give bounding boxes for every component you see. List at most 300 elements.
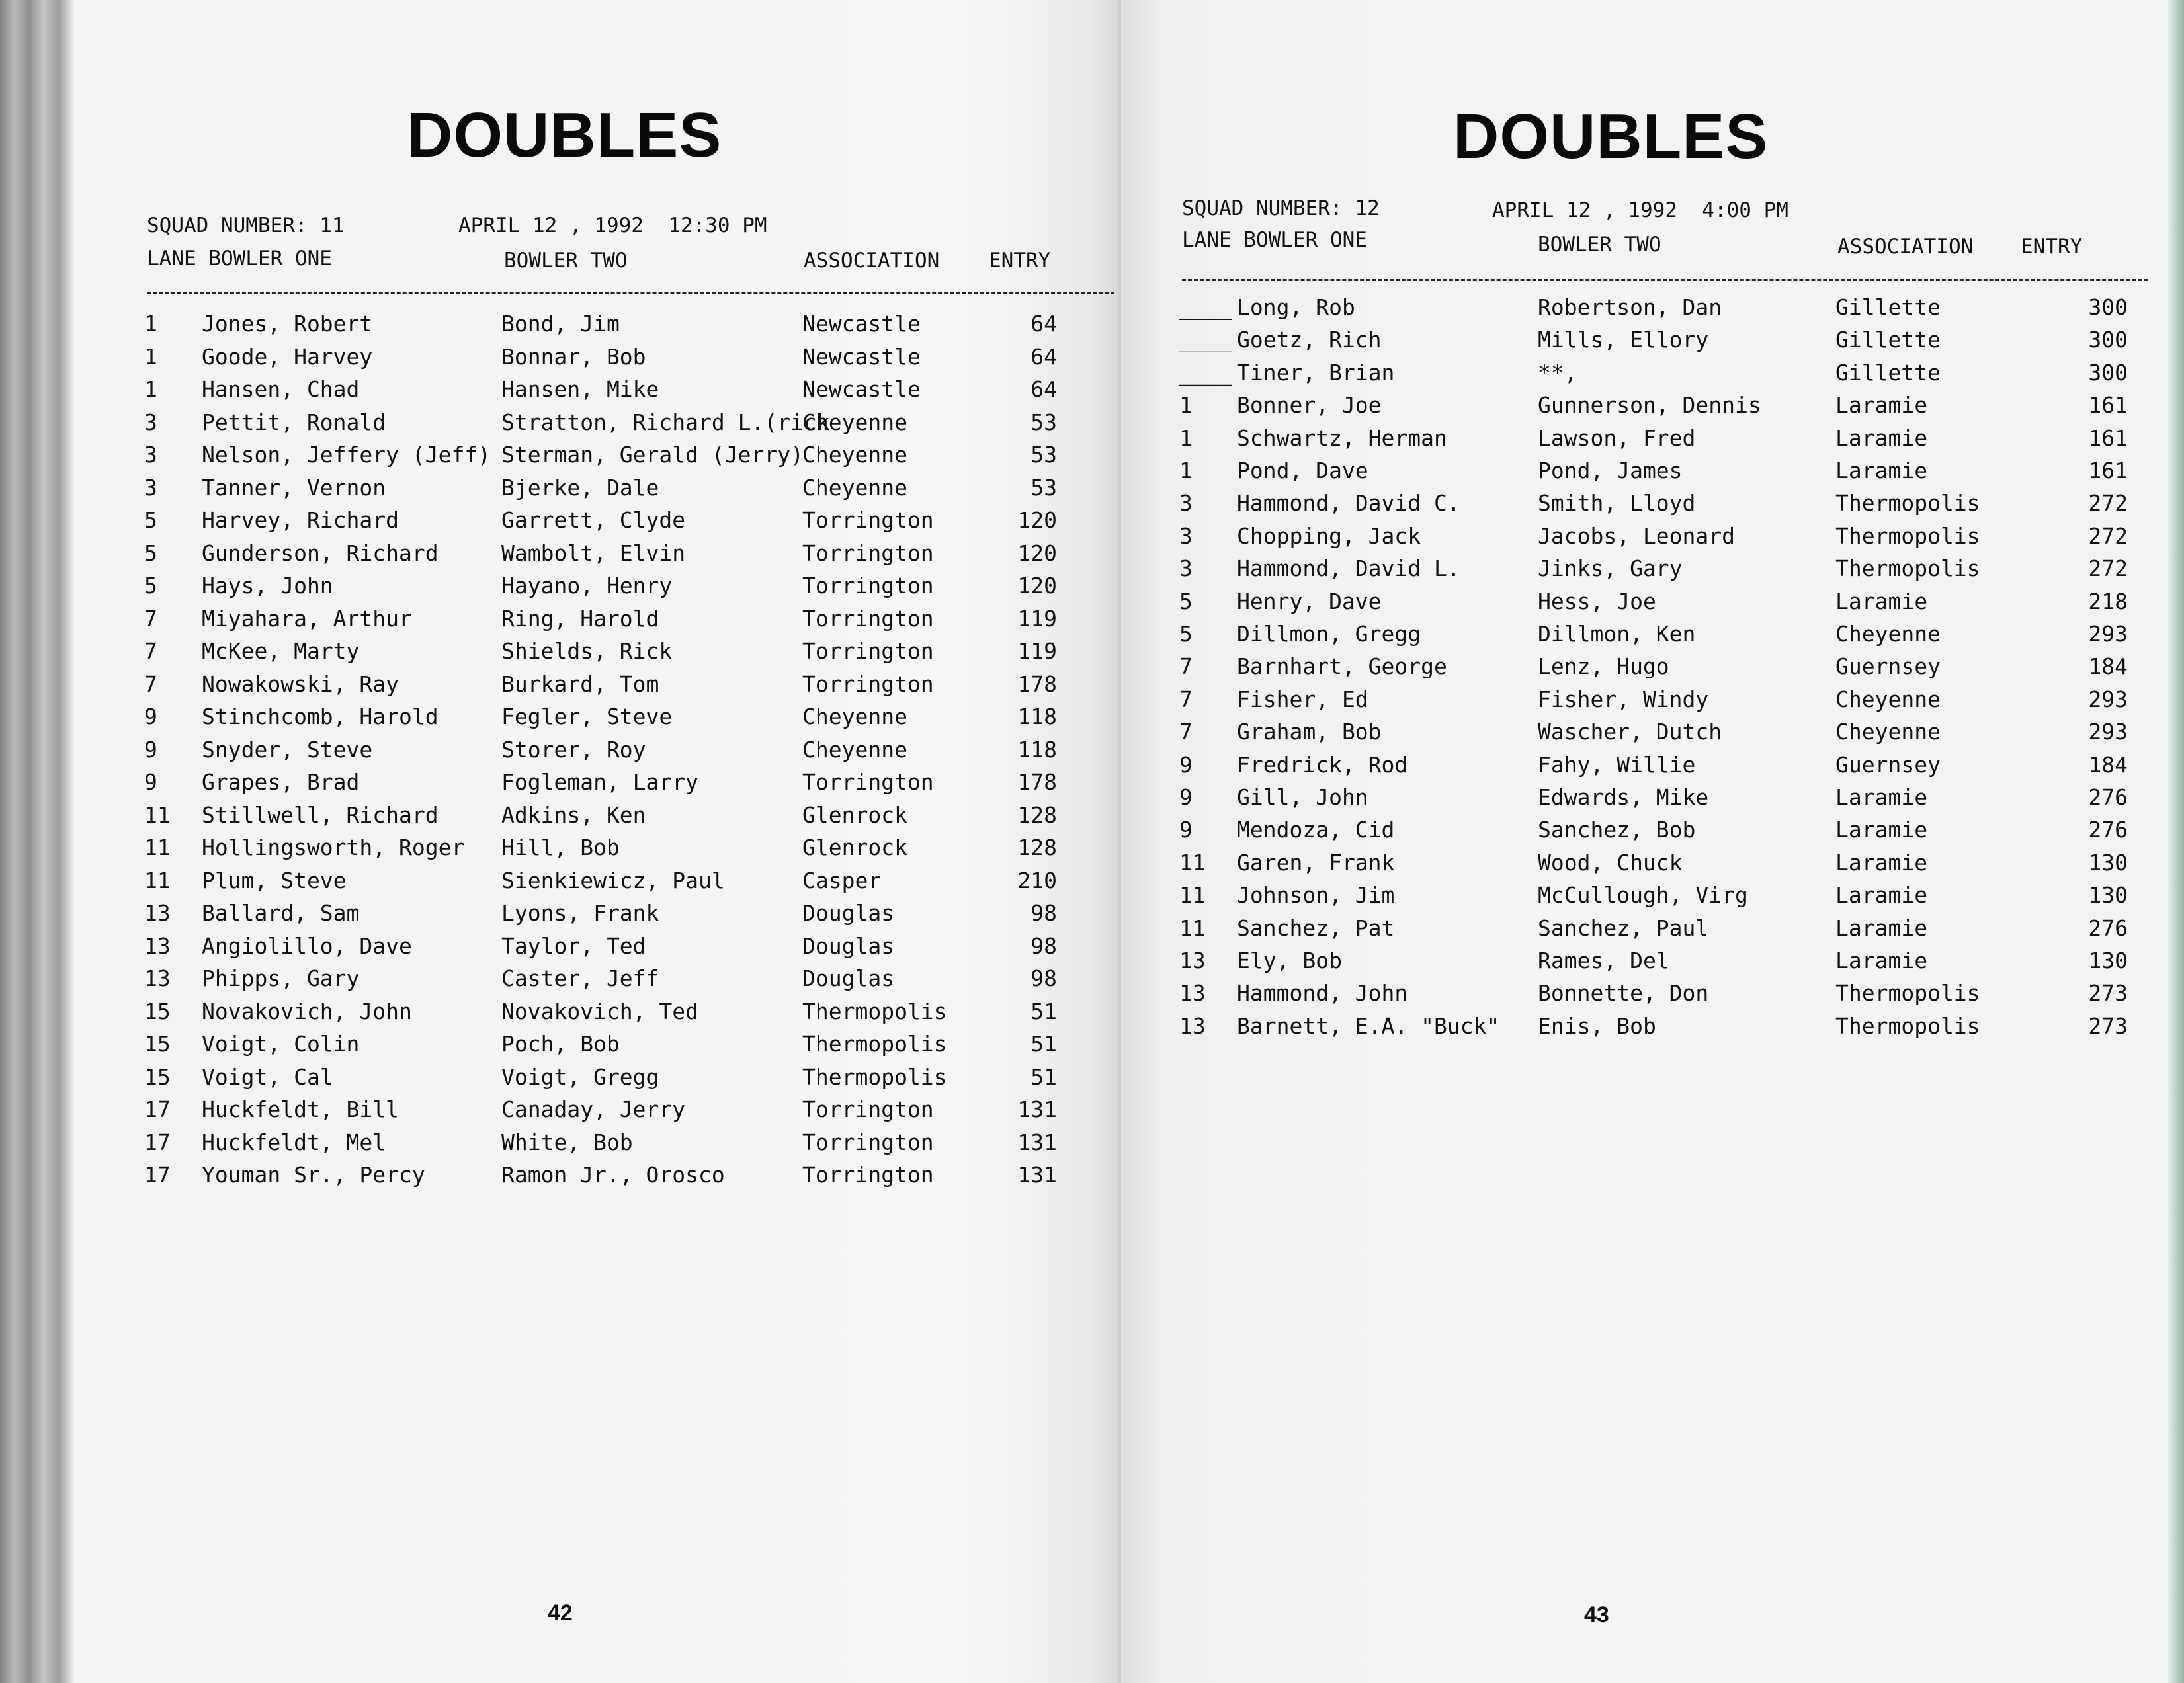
bowler-two-cell: Sterman, Gerald (Jerry) bbox=[501, 442, 804, 468]
entry-cell: 128 bbox=[1017, 835, 1057, 860]
association-cell: Laramie bbox=[1835, 849, 1928, 876]
association-cell: Torrington bbox=[802, 507, 934, 533]
lane-cell: 15 bbox=[144, 1063, 171, 1090]
bowler-one-cell: Hansen, Chad bbox=[202, 376, 360, 402]
page-number: 43 bbox=[1584, 1602, 1609, 1627]
bowler-two-cell: Robertson, Dan bbox=[1538, 294, 1722, 320]
bowler-two-cell: Hill, Bob bbox=[501, 835, 620, 860]
lane-cell: 13 bbox=[1179, 1012, 1206, 1039]
association-cell: Douglas bbox=[802, 900, 895, 926]
association-cell: Torrington bbox=[802, 769, 934, 795]
table-row bbox=[1121, 294, 2168, 326]
bowler-two-cell: Burkard, Tom bbox=[501, 671, 659, 697]
entry-cell: 51 bbox=[1030, 1031, 1057, 1057]
association-cell: Douglas bbox=[802, 932, 895, 959]
squad-datetime: APRIL 12 , 1992 4:00 PM bbox=[1492, 198, 1788, 222]
table-row bbox=[1121, 686, 2168, 718]
lane-cell: 3 bbox=[144, 474, 157, 501]
association-cell: Laramie bbox=[1835, 915, 1928, 941]
association-cell: Torrington bbox=[802, 1162, 934, 1188]
bowler-one-cell: Barnhart, George bbox=[1237, 653, 1447, 680]
lane-cell: 3 bbox=[1179, 490, 1193, 516]
entry-cell: 272 bbox=[2088, 522, 2128, 549]
lane-cell: 9 bbox=[144, 769, 157, 795]
bowler-one-cell: Angiolillo, Dave bbox=[202, 932, 412, 959]
bowler-one-cell: Jones, Robert bbox=[202, 311, 373, 337]
bowler-two-cell: Jacobs, Leonard bbox=[1538, 522, 1736, 549]
bowler-two-cell: Mills, Ellory bbox=[1538, 327, 1709, 353]
entry-cell: 178 bbox=[1017, 671, 1057, 697]
bowler-two-cell: Bjerke, Dale bbox=[501, 474, 659, 501]
bowler-one-cell: Chopping, Jack bbox=[1237, 522, 1421, 549]
bowler-one-cell: Phipps, Gary bbox=[202, 965, 360, 991]
lane-cell: 1 bbox=[1179, 425, 1193, 451]
association-cell: Thermopolis bbox=[1835, 1012, 1980, 1039]
entry-cell: 53 bbox=[1030, 474, 1057, 501]
bowler-one-cell: Ely, Bob bbox=[1237, 948, 1342, 973]
association-cell: Newcastle bbox=[802, 311, 921, 337]
bowler-two-cell: Gunnerson, Dennis bbox=[1538, 392, 1761, 419]
page-title: DOUBLES bbox=[1453, 101, 1769, 172]
table-row bbox=[73, 1064, 1121, 1096]
lane-cell: 11 bbox=[144, 835, 171, 860]
entry-cell: 98 bbox=[1030, 932, 1057, 959]
bowler-two-cell: Sanchez, Paul bbox=[1538, 915, 1709, 941]
association-cell: Torrington bbox=[802, 540, 934, 566]
entry-cell: 118 bbox=[1017, 736, 1057, 762]
entry-cell: 130 bbox=[2088, 948, 2128, 973]
lane-cell: 7 bbox=[144, 671, 157, 697]
bowler-two-cell: Fegler, Steve bbox=[501, 704, 673, 729]
lane-cell: 13 bbox=[1179, 980, 1206, 1006]
association-cell: Cheyenne bbox=[802, 409, 907, 435]
lane-cell: 3 bbox=[1179, 522, 1193, 549]
bowler-two-cell: Edwards, Mike bbox=[1538, 784, 1709, 810]
bowler-two-cell: Dillmon, Ken bbox=[1538, 621, 1696, 647]
bowler-two-cell: Bonnar, Bob bbox=[501, 343, 646, 370]
table-row bbox=[73, 507, 1121, 539]
association-cell: Cheyenne bbox=[802, 442, 907, 468]
lane-cell: ____ bbox=[1179, 327, 1232, 353]
association-cell: Torrington bbox=[802, 671, 934, 697]
entry-cell: 51 bbox=[1030, 1063, 1057, 1090]
bowler-two-cell: Pond, James bbox=[1538, 458, 1683, 483]
table-row bbox=[1121, 589, 2168, 620]
lane-cell: 11 bbox=[144, 801, 171, 828]
table-row bbox=[73, 376, 1121, 408]
col-header-lane-bowler-one: LANE BOWLER ONE bbox=[1182, 228, 1367, 252]
bowler-one-cell: Novakovich, John bbox=[202, 998, 412, 1024]
entry-cell: 64 bbox=[1030, 343, 1057, 370]
association-cell: Cheyenne bbox=[1835, 621, 1941, 647]
association-cell: Newcastle bbox=[802, 376, 921, 402]
bowler-two-cell: Poch, Bob bbox=[501, 1031, 620, 1057]
lane-cell: 13 bbox=[144, 932, 171, 959]
cover-edge bbox=[2168, 0, 2184, 1683]
entry-cell: 64 bbox=[1030, 376, 1057, 402]
col-header-lane-bowler-one: LANE BOWLER ONE bbox=[147, 247, 332, 270]
entry-cell: 98 bbox=[1030, 965, 1057, 991]
col-header-bowler-two: BOWLER TWO bbox=[504, 249, 628, 272]
bowler-one-cell: Stinchcomb, Harold bbox=[202, 704, 439, 729]
bowler-one-cell: Sanchez, Pat bbox=[1237, 915, 1395, 941]
bowler-one-cell: Harvey, Richard bbox=[202, 507, 399, 533]
bowler-one-cell: Gill, John bbox=[1237, 784, 1368, 810]
entry-cell: 51 bbox=[1030, 998, 1057, 1024]
entry-cell: 128 bbox=[1017, 801, 1057, 828]
bowler-one-cell: Long, Rob bbox=[1237, 294, 1355, 320]
table-row bbox=[73, 638, 1121, 670]
entry-cell: 53 bbox=[1030, 442, 1057, 468]
bowler-two-cell: Hess, Joe bbox=[1538, 588, 1656, 614]
table-row bbox=[1121, 784, 2168, 816]
table-row bbox=[1121, 392, 2168, 424]
bowler-one-cell: Voigt, Cal bbox=[202, 1063, 333, 1090]
lane-cell: 5 bbox=[1179, 588, 1193, 614]
bowler-two-cell: Lawson, Fred bbox=[1538, 425, 1696, 451]
entry-cell: 300 bbox=[2088, 294, 2128, 320]
col-header-bowler-two: BOWLER TWO bbox=[1538, 233, 1661, 257]
table-row bbox=[1121, 621, 2168, 653]
table-row bbox=[1121, 360, 2168, 391]
bowler-two-cell: Canaday, Jerry bbox=[501, 1096, 686, 1122]
entry-cell: 131 bbox=[1017, 1162, 1057, 1188]
bowler-two-cell: Enis, Bob bbox=[1538, 1012, 1656, 1039]
entry-cell: 120 bbox=[1017, 540, 1057, 566]
table-row bbox=[73, 409, 1121, 441]
association-cell: Thermopolis bbox=[802, 998, 947, 1024]
table-row bbox=[1121, 1013, 2168, 1045]
table-row bbox=[1121, 719, 2168, 751]
col-header-entry: ENTRY bbox=[2021, 235, 2083, 259]
bowler-one-cell: Huckfeldt, Bill bbox=[202, 1096, 399, 1122]
bowler-two-cell: Shields, Rick bbox=[501, 638, 673, 664]
lane-cell: 3 bbox=[1179, 555, 1193, 582]
bowler-two-cell: Caster, Jeff bbox=[501, 965, 659, 991]
entry-cell: 119 bbox=[1017, 605, 1057, 632]
table-row bbox=[73, 900, 1121, 932]
bowler-two-cell: Sanchez, Bob bbox=[1538, 817, 1696, 843]
entry-cell: 131 bbox=[1017, 1096, 1057, 1122]
bowler-one-cell: Pettit, Ronald bbox=[202, 409, 386, 435]
col-header-association: ASSOCIATION bbox=[804, 249, 940, 272]
table-row bbox=[73, 540, 1121, 572]
lane-cell: 1 bbox=[1179, 392, 1193, 419]
bowler-one-cell: Garen, Frank bbox=[1237, 849, 1395, 876]
lane-cell: 5 bbox=[144, 507, 157, 533]
bowler-one-cell: Ballard, Sam bbox=[202, 900, 360, 926]
col-header-entry: ENTRY bbox=[989, 249, 1051, 272]
lane-cell: 17 bbox=[144, 1096, 171, 1122]
bowler-two-cell: Fisher, Windy bbox=[1538, 686, 1709, 712]
bowler-one-cell: Nowakowski, Ray bbox=[202, 671, 399, 697]
bowler-one-cell: Dillmon, Gregg bbox=[1237, 621, 1421, 647]
association-cell: Laramie bbox=[1835, 588, 1928, 614]
association-cell: Cheyenne bbox=[802, 736, 907, 762]
table-row bbox=[1121, 752, 2168, 784]
association-cell: Cheyenne bbox=[1835, 719, 1941, 745]
association-cell: Casper bbox=[802, 867, 882, 893]
table-row bbox=[1121, 425, 2168, 457]
bowler-one-cell: McKee, Marty bbox=[202, 638, 360, 664]
bowler-two-cell: Hayano, Henry bbox=[501, 573, 673, 598]
table-row bbox=[73, 442, 1121, 473]
entry-cell: 178 bbox=[1017, 769, 1057, 795]
bowler-one-cell: Gunderson, Richard bbox=[202, 540, 439, 566]
table-row bbox=[1121, 327, 2168, 358]
bowler-two-cell: Hansen, Mike bbox=[501, 376, 659, 402]
bowler-one-cell: Hays, John bbox=[202, 573, 333, 598]
bowler-two-cell: Ramon Jr., Orosco bbox=[501, 1162, 725, 1188]
entry-cell: 120 bbox=[1017, 573, 1057, 598]
lane-cell: 7 bbox=[144, 605, 157, 632]
association-cell: Glenrock bbox=[802, 801, 907, 828]
right-page bbox=[1121, 0, 2168, 1683]
association-cell: Torrington bbox=[802, 638, 934, 664]
entry-cell: 119 bbox=[1017, 638, 1057, 664]
association-cell: Guernsey bbox=[1835, 653, 1941, 680]
association-cell: Torrington bbox=[802, 1096, 934, 1122]
entry-cell: 210 bbox=[1017, 867, 1057, 893]
bowler-one-cell: Hammond, David C. bbox=[1237, 490, 1460, 516]
association-cell: Torrington bbox=[802, 1129, 934, 1155]
table-row bbox=[1121, 458, 2168, 489]
bowler-two-cell: McCullough, Virg bbox=[1538, 882, 1748, 909]
association-cell: Gillette bbox=[1835, 359, 1941, 386]
bowler-one-cell: Miyahara, Arthur bbox=[202, 605, 412, 632]
lane-cell: 5 bbox=[144, 573, 157, 598]
bowler-one-cell: Tiner, Brian bbox=[1237, 359, 1395, 386]
bowler-one-cell: Barnett, E.A. "Buck" bbox=[1237, 1012, 1500, 1039]
table-row bbox=[1121, 490, 2168, 522]
lane-cell: 11 bbox=[144, 867, 171, 893]
entry-cell: 273 bbox=[2088, 1012, 2128, 1039]
bowler-one-cell: Mendoza, Cid bbox=[1237, 817, 1395, 843]
entry-cell: 276 bbox=[2088, 915, 2128, 941]
association-cell: Cheyenne bbox=[1835, 686, 1941, 712]
association-cell: Laramie bbox=[1835, 948, 1928, 973]
lane-cell: 11 bbox=[1179, 915, 1206, 941]
lane-cell: 9 bbox=[1179, 817, 1193, 843]
table-row bbox=[73, 933, 1121, 965]
entry-cell: 98 bbox=[1030, 900, 1057, 926]
lane-cell: 17 bbox=[144, 1129, 171, 1155]
lane-cell: 13 bbox=[1179, 948, 1206, 973]
bowler-two-cell: Taylor, Ted bbox=[501, 932, 646, 959]
entry-cell: 53 bbox=[1030, 409, 1057, 435]
bowler-two-cell: Jinks, Gary bbox=[1538, 555, 1683, 582]
association-cell: Laramie bbox=[1835, 392, 1928, 419]
bowler-one-cell: Goode, Harvey bbox=[202, 343, 373, 370]
association-cell: Torrington bbox=[802, 573, 934, 598]
table-row bbox=[73, 965, 1121, 997]
bowler-one-cell: Tanner, Vernon bbox=[202, 474, 386, 501]
bowler-one-cell: Henry, Dave bbox=[1237, 588, 1382, 614]
entry-cell: 276 bbox=[2088, 817, 2128, 843]
bowler-two-cell: Lyons, Frank bbox=[501, 900, 659, 926]
bowler-one-cell: Stillwell, Richard bbox=[202, 801, 439, 828]
association-cell: Cheyenne bbox=[802, 704, 907, 729]
lane-cell: 15 bbox=[144, 998, 171, 1024]
squad-number: SQUAD NUMBER: 12 bbox=[1182, 196, 1380, 220]
table-row bbox=[1121, 555, 2168, 587]
table-row bbox=[1121, 850, 2168, 882]
bowler-two-cell: Sienkiewicz, Paul bbox=[501, 867, 725, 893]
bowler-two-cell: Adkins, Ken bbox=[501, 801, 646, 828]
association-cell: Thermopolis bbox=[1835, 555, 1980, 582]
left-page bbox=[73, 0, 1121, 1683]
bowler-one-cell: Hammond, John bbox=[1237, 980, 1408, 1006]
bowler-two-cell: Wood, Chuck bbox=[1538, 849, 1683, 876]
lane-cell: 17 bbox=[144, 1162, 171, 1188]
table-row bbox=[1121, 653, 2168, 685]
table-row bbox=[73, 704, 1121, 735]
squad-datetime: APRIL 12 , 1992 12:30 PM bbox=[458, 214, 767, 237]
bowler-one-cell: Snyder, Steve bbox=[202, 736, 373, 762]
table-row bbox=[73, 999, 1121, 1030]
bowler-two-cell: Storer, Roy bbox=[501, 736, 646, 762]
bowler-two-cell: Wambolt, Elvin bbox=[501, 540, 686, 566]
lane-cell: 7 bbox=[144, 638, 157, 664]
header-divider bbox=[147, 292, 1120, 294]
table-row bbox=[1121, 980, 2168, 1012]
bowler-one-cell: Graham, Bob bbox=[1237, 719, 1382, 745]
table-row bbox=[73, 1129, 1121, 1161]
entry-cell: 293 bbox=[2088, 621, 2128, 647]
entry-cell: 64 bbox=[1030, 311, 1057, 337]
association-cell: Douglas bbox=[802, 965, 895, 991]
page-number: 42 bbox=[548, 1600, 573, 1625]
association-cell: Laramie bbox=[1835, 425, 1928, 451]
page-stack-edge bbox=[0, 0, 73, 1683]
page-title: DOUBLES bbox=[407, 100, 722, 171]
lane-cell: 7 bbox=[1179, 686, 1193, 712]
entry-cell: 276 bbox=[2088, 784, 2128, 810]
association-cell: Thermopolis bbox=[1835, 980, 1980, 1006]
table-row bbox=[1121, 523, 2168, 555]
association-cell: Torrington bbox=[802, 605, 934, 632]
table-row bbox=[73, 1031, 1121, 1063]
entry-cell: 272 bbox=[2088, 555, 2128, 582]
table-row bbox=[1121, 882, 2168, 914]
table-row bbox=[1121, 915, 2168, 947]
lane-cell: 15 bbox=[144, 1031, 171, 1057]
lane-cell: 1 bbox=[144, 343, 157, 370]
entry-cell: 300 bbox=[2088, 359, 2128, 386]
lane-cell: 9 bbox=[144, 704, 157, 729]
entry-cell: 130 bbox=[2088, 849, 2128, 876]
lane-cell: 9 bbox=[1179, 751, 1193, 778]
lane-cell: 13 bbox=[144, 900, 171, 926]
association-cell: Thermopolis bbox=[802, 1031, 947, 1057]
table-row bbox=[73, 1096, 1121, 1128]
association-cell: Cheyenne bbox=[802, 474, 907, 501]
entry-cell: 131 bbox=[1017, 1129, 1057, 1155]
entry-cell: 218 bbox=[2088, 588, 2128, 614]
lane-cell: 3 bbox=[144, 409, 157, 435]
bowler-two-cell: Ring, Harold bbox=[501, 605, 659, 632]
table-row bbox=[73, 606, 1121, 637]
bowler-one-cell: Fisher, Ed bbox=[1237, 686, 1368, 712]
bowler-two-cell: Voigt, Gregg bbox=[501, 1063, 659, 1090]
bowler-two-cell: **, bbox=[1538, 359, 1577, 386]
lane-cell: 7 bbox=[1179, 653, 1193, 680]
table-row bbox=[1121, 817, 2168, 848]
entry-cell: 161 bbox=[2088, 425, 2128, 451]
bowler-one-cell: Hollingsworth, Roger bbox=[202, 835, 465, 860]
association-cell: Newcastle bbox=[802, 343, 921, 370]
table-row bbox=[73, 573, 1121, 604]
bowler-one-cell: Pond, Dave bbox=[1237, 458, 1368, 483]
bowler-two-cell: Garrett, Clyde bbox=[501, 507, 686, 533]
association-cell: Gillette bbox=[1835, 327, 1941, 353]
bowler-two-cell: Novakovich, Ted bbox=[501, 998, 699, 1024]
lane-cell: 9 bbox=[1179, 784, 1193, 810]
lane-cell: 11 bbox=[1179, 849, 1206, 876]
association-cell: Laramie bbox=[1835, 817, 1928, 843]
entry-cell: 184 bbox=[2088, 751, 2128, 778]
bowler-two-cell: Rames, Del bbox=[1538, 948, 1669, 973]
bowler-one-cell: Grapes, Brad bbox=[202, 769, 360, 795]
lane-cell: 13 bbox=[144, 965, 171, 991]
table-row bbox=[73, 1162, 1121, 1194]
entry-cell: 272 bbox=[2088, 490, 2128, 516]
bowler-one-cell: Schwartz, Herman bbox=[1237, 425, 1447, 451]
entry-cell: 120 bbox=[1017, 507, 1057, 533]
table-row bbox=[73, 835, 1121, 866]
entry-cell: 118 bbox=[1017, 704, 1057, 729]
table-row bbox=[1121, 948, 2168, 979]
bowler-two-cell: Wascher, Dutch bbox=[1538, 719, 1722, 745]
lane-cell: 1 bbox=[144, 311, 157, 337]
entry-cell: 300 bbox=[2088, 327, 2128, 353]
association-cell: Thermopolis bbox=[802, 1063, 947, 1090]
bowler-one-cell: Huckfeldt, Mel bbox=[202, 1129, 386, 1155]
table-row bbox=[73, 671, 1121, 703]
bowler-one-cell: Youman Sr., Percy bbox=[202, 1162, 425, 1188]
bowler-two-cell: Smith, Lloyd bbox=[1538, 490, 1696, 516]
association-cell: Guernsey bbox=[1835, 751, 1941, 778]
lane-cell: 7 bbox=[1179, 719, 1193, 745]
bowler-one-cell: Goetz, Rich bbox=[1237, 327, 1382, 353]
table-row bbox=[73, 475, 1121, 507]
bowler-one-cell: Fredrick, Rod bbox=[1237, 751, 1408, 778]
association-cell: Laramie bbox=[1835, 784, 1928, 810]
association-cell: Thermopolis bbox=[1835, 490, 1980, 516]
table-row bbox=[73, 737, 1121, 768]
entry-cell: 293 bbox=[2088, 719, 2128, 745]
entry-cell: 293 bbox=[2088, 686, 2128, 712]
lane-cell: 11 bbox=[1179, 882, 1206, 909]
table-row bbox=[73, 311, 1121, 343]
bowler-two-cell: Fogleman, Larry bbox=[501, 769, 699, 795]
bowler-one-cell: Nelson, Jeffery (Jeff) bbox=[202, 442, 491, 468]
col-header-association: ASSOCIATION bbox=[1837, 235, 1974, 259]
bowler-one-cell: Plum, Steve bbox=[202, 867, 347, 893]
lane-cell: 5 bbox=[1179, 621, 1193, 647]
table-row bbox=[73, 344, 1121, 376]
bowler-two-cell: Stratton, Richard L.(rick bbox=[501, 409, 830, 435]
lane-cell: 9 bbox=[144, 736, 157, 762]
bowler-one-cell: Voigt, Colin bbox=[202, 1031, 360, 1057]
lane-cell: 5 bbox=[144, 540, 157, 566]
bowler-one-cell: Johnson, Jim bbox=[1237, 882, 1395, 909]
entry-cell: 161 bbox=[2088, 392, 2128, 419]
table-row bbox=[73, 868, 1121, 899]
association-cell: Laramie bbox=[1835, 458, 1928, 483]
bowler-one-cell: Hammond, David L. bbox=[1237, 555, 1460, 582]
squad-number: SQUAD NUMBER: 11 bbox=[147, 214, 345, 237]
